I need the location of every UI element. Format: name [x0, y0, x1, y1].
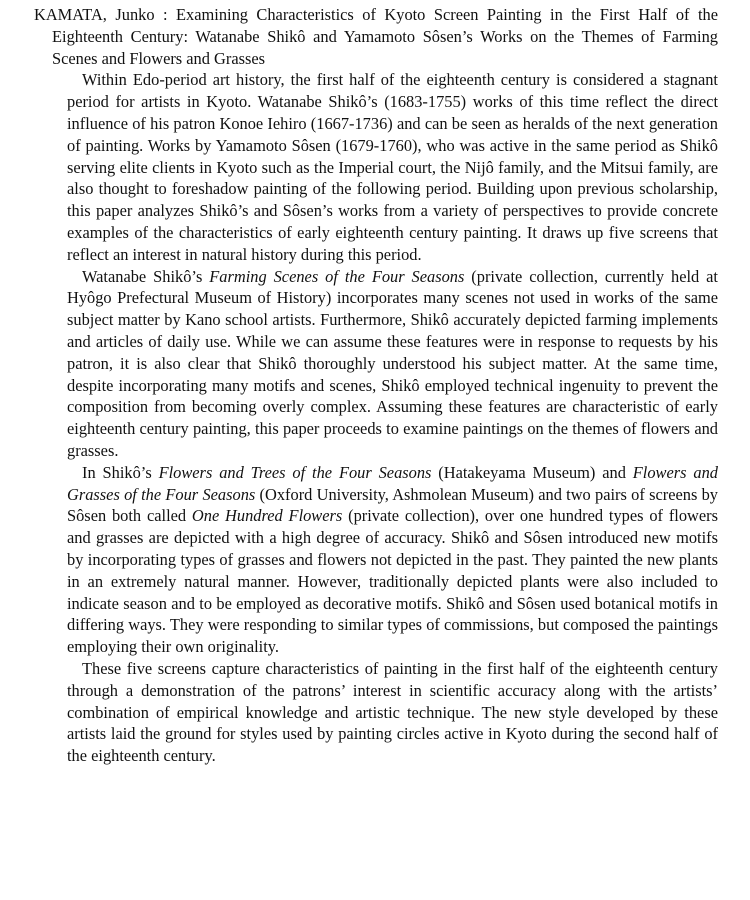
paragraph-3-text-a: In Shikô’s	[82, 462, 159, 482]
paragraph-3-text-d: (private collection), over one hundred types of flowers and grasses are depicted with a high degree of accuracy. Shikô and Sôsen introduced new motifs by incorporating types of grasses and flowers not depicted in the past. They painted the new plants in an extremely natural manner. However, traditionally depicted plants were also included to indicate season and to be employed as decorative motifs. Shikô and Sôsen used botanical motifs in differing ways. They were responding to similar types of commissions, but composed the paintings employing their own originality.	[67, 506, 718, 657]
author-name: KAMATA, Junko	[34, 5, 155, 24]
work-title-one-hundred-flowers: One Hundred Flowers	[191, 506, 343, 526]
paragraph-3-text-c: (Oxford University, Ashmolean Museum) and two pairs of screens by Sôsen both called	[67, 484, 718, 526]
paragraph-2-text-b: (private collection, currently held at Hyôgo Prefectural Museum of History) incorporates many scenes not used in works of the same subject matter by Kano school artists. Furthermore, Shikô accurately depicted farming implements and articles of daily use. While we can assume these features were in response to requests by his patron, it is also clear that Shikô thoroughly understood his subject matter. At the same time, despite incorporating many motifs and scenes, Shikô employed technical ingenuity to prevent the composition from becoming overly complex. Assuming these features are characteristic of early eighteenth century painting, this paper proceeds to examine paintings on the themes of flowers and grasses.	[67, 266, 718, 460]
paragraph-4-text: These five screens capture characteristics of painting in the first half of the eighteenth century through a demonstration of the patrons’ interest in scientific accuracy along with the artists’ combination of empirical knowledge and artistic technique. The new style developed by these artists laid the ground for styles used by painting circles active in Kyoto during the second half of the eighteenth century.	[67, 658, 718, 766]
article-abstract-page	[34, 4, 718, 767]
article-title: Examining Characteristics of Kyoto Screen Painting in the First Half of the Eighteenth Century: Watanabe Shikô and Yamamoto Sôsen’s Works on the Themes of Farming Scenes and Flowers and Grasses	[52, 5, 718, 68]
work-title-flowers-and-trees: Flowers and Trees of the Four Seasons	[158, 462, 432, 482]
header-separator: :	[154, 5, 177, 24]
abstract-paragraph-1	[34, 69, 718, 265]
work-title-farming-scenes: Farming Scenes of the Four Seasons	[209, 266, 465, 286]
article-header	[34, 4, 718, 69]
abstract-paragraph-3	[34, 462, 718, 658]
paragraph-2-text-a: Watanabe Shikô’s	[82, 266, 210, 286]
abstract-paragraph-2	[34, 266, 718, 462]
paragraph-1-text: Within Edo-period art history, the first half of the eighteenth century is considered a stagnant period for artists in Kyoto. Watanabe Shikô’s (1683-1755) works of this time reflect the direct influence of his patron Konoe Iehiro (1667-1736) and can be seen as heralds of the next generation of painting. Works by Yamamoto Sôsen (1679-1760), who was active in the same period as Shikô serving elite clients in Kyoto such as the Imperial court, the Nijô family, and the Mitsui family, are also thought to foreshadow painting of the following period. Building upon previous scholarship, this paper analyzes Shikô’s and Sôsen’s works from a variety of perspectives to provide concrete examples of the characteristics of early eighteenth century painting. It draws up five screens that reflect an interest in natural history during this period.	[67, 70, 718, 264]
abstract-body	[34, 69, 718, 767]
work-title-flowers-and-grasses: Flowers and Grasses of the Four Seasons	[67, 462, 718, 504]
paragraph-3-text-b: (Hatakeyama Museum) and	[431, 462, 633, 482]
abstract-paragraph-4	[34, 658, 718, 767]
